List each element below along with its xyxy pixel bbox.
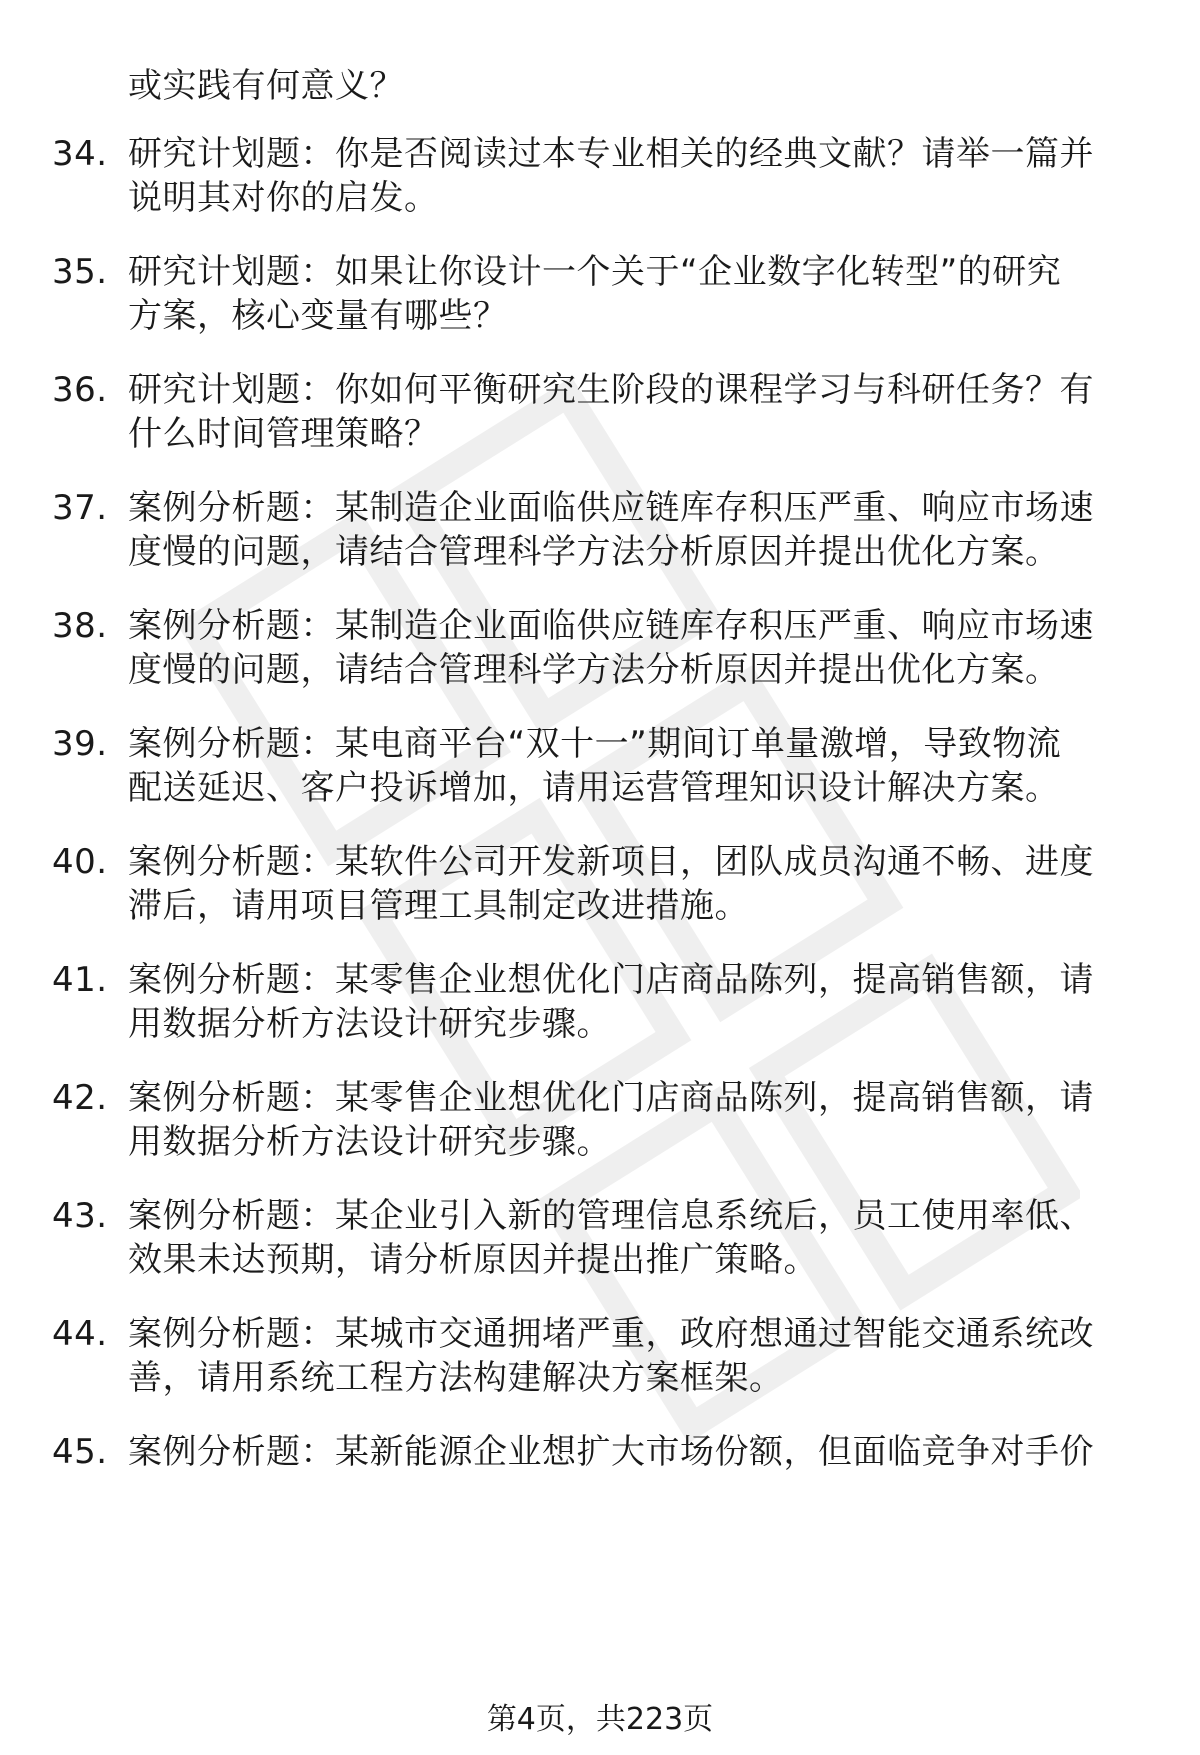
question-text-line: 度慢的问题，请结合管理科学方法分析原因并提出优化方案。 [128,650,1060,690]
question-number: 41. [52,960,108,1000]
question-text-line: 研究计划题：你是否阅读过本专业相关的经典文献？请举一篇并 [128,134,1094,174]
question-number: 40. [52,842,108,882]
question-text-line: 用数据分析方法设计研究步骤。 [128,1004,611,1044]
question-number: 36. [52,370,108,410]
question-text-line: 案例分析题：某制造企业面临供应链库存积压严重、响应市场速 [128,488,1094,528]
question-text-line: 配送延迟、客户投诉增加，请用运营管理知识设计解决方案。 [128,768,1060,808]
question-number: 43. [52,1196,108,1236]
continuation-text: 或实践有何意义？ [128,66,404,106]
question-text-line: 效果未达预期，请分析原因并提出推广策略。 [128,1240,818,1280]
question-number: 38. [52,606,108,646]
question-text-line: 用数据分析方法设计研究步骤。 [128,1122,611,1162]
question-text-line: 案例分析题：某零售企业想优化门店商品陈列，提高销售额，请 [128,960,1094,1000]
question-text-line: 案例分析题：某企业引入新的管理信息系统后，员工使用率低、 [128,1196,1094,1236]
question-number: 35. [52,252,108,292]
question-text-line: 方案，核心变量有哪些？ [128,296,508,336]
question-text-line: 滞后，请用项目管理工具制定改进措施。 [128,886,749,926]
question-text-line: 什么时间管理策略？ [128,414,439,454]
question-text-line: 案例分析题：某城市交通拥堵严重，政府想通过智能交通系统改 [128,1314,1094,1354]
question-text-line: 善，请用系统工程方法构建解决方案框架。 [128,1358,784,1398]
page-number-footer: 第4页，共223页 [486,1702,714,1737]
question-number: 44. [52,1314,108,1354]
question-text-line: 案例分析题：某零售企业想优化门店商品陈列，提高销售额，请 [128,1078,1094,1118]
question-text-line: 案例分析题：某新能源企业想扩大市场份额，但面临竞争对手价 [128,1432,1094,1472]
question-text-line: 说明其对你的启发。 [128,178,439,218]
question-text-line: 度慢的问题，请结合管理科学方法分析原因并提出优化方案。 [128,532,1060,572]
question-text-line: 案例分析题：某软件公司开发新项目，团队成员沟通不畅、进度 [128,842,1094,882]
question-number: 42. [52,1078,108,1118]
question-text-line: 研究计划题：你如何平衡研究生阶段的课程学习与科研任务？有 [128,370,1094,410]
question-number: 39. [52,724,108,764]
question-number: 34. [52,134,108,174]
question-number: 45. [52,1432,108,1472]
question-number: 37. [52,488,108,528]
question-text-line: 案例分析题：某电商平台“双十一”期间订单量激增，导致物流 [128,724,1062,764]
question-text-line: 研究计划题：如果让你设计一个关于“企业数字化转型”的研究 [128,252,1062,292]
question-text-line: 案例分析题：某制造企业面临供应链库存积压严重、响应市场速 [128,606,1094,646]
